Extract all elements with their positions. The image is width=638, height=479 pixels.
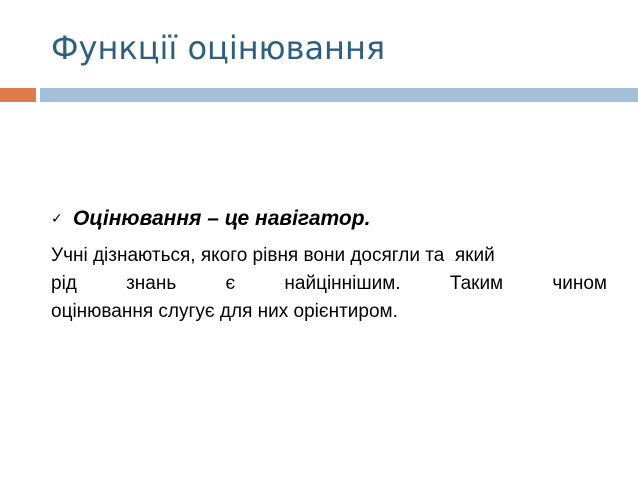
paragraph-line-3: оцінювання слугує для них орієнтиром. <box>51 301 398 322</box>
paragraph-line-1 <box>51 242 607 270</box>
accent-bar-blue <box>40 88 638 102</box>
body-paragraph <box>51 242 607 326</box>
paragraph-word: знань <box>126 273 177 294</box>
bullet-item <box>51 203 591 234</box>
accent-bar-orange <box>0 88 36 102</box>
paragraph-word: є <box>225 273 236 294</box>
paragraph-word: чином <box>552 273 607 294</box>
paragraph-word: Таким <box>449 273 504 294</box>
paragraph-word: найціннішим. <box>284 273 401 294</box>
bullet-text: Оцінювання – це навігатор. <box>73 207 371 230</box>
paragraph-line-2 <box>51 270 607 298</box>
check-mark-icon: ✓ <box>51 210 63 226</box>
slide-title: Функції оцінювання <box>51 29 386 67</box>
paragraph-line-1-text: Учні дізнаються, якого рівня вони досягли та який <box>51 245 495 266</box>
paragraph-word: рід <box>51 273 77 294</box>
